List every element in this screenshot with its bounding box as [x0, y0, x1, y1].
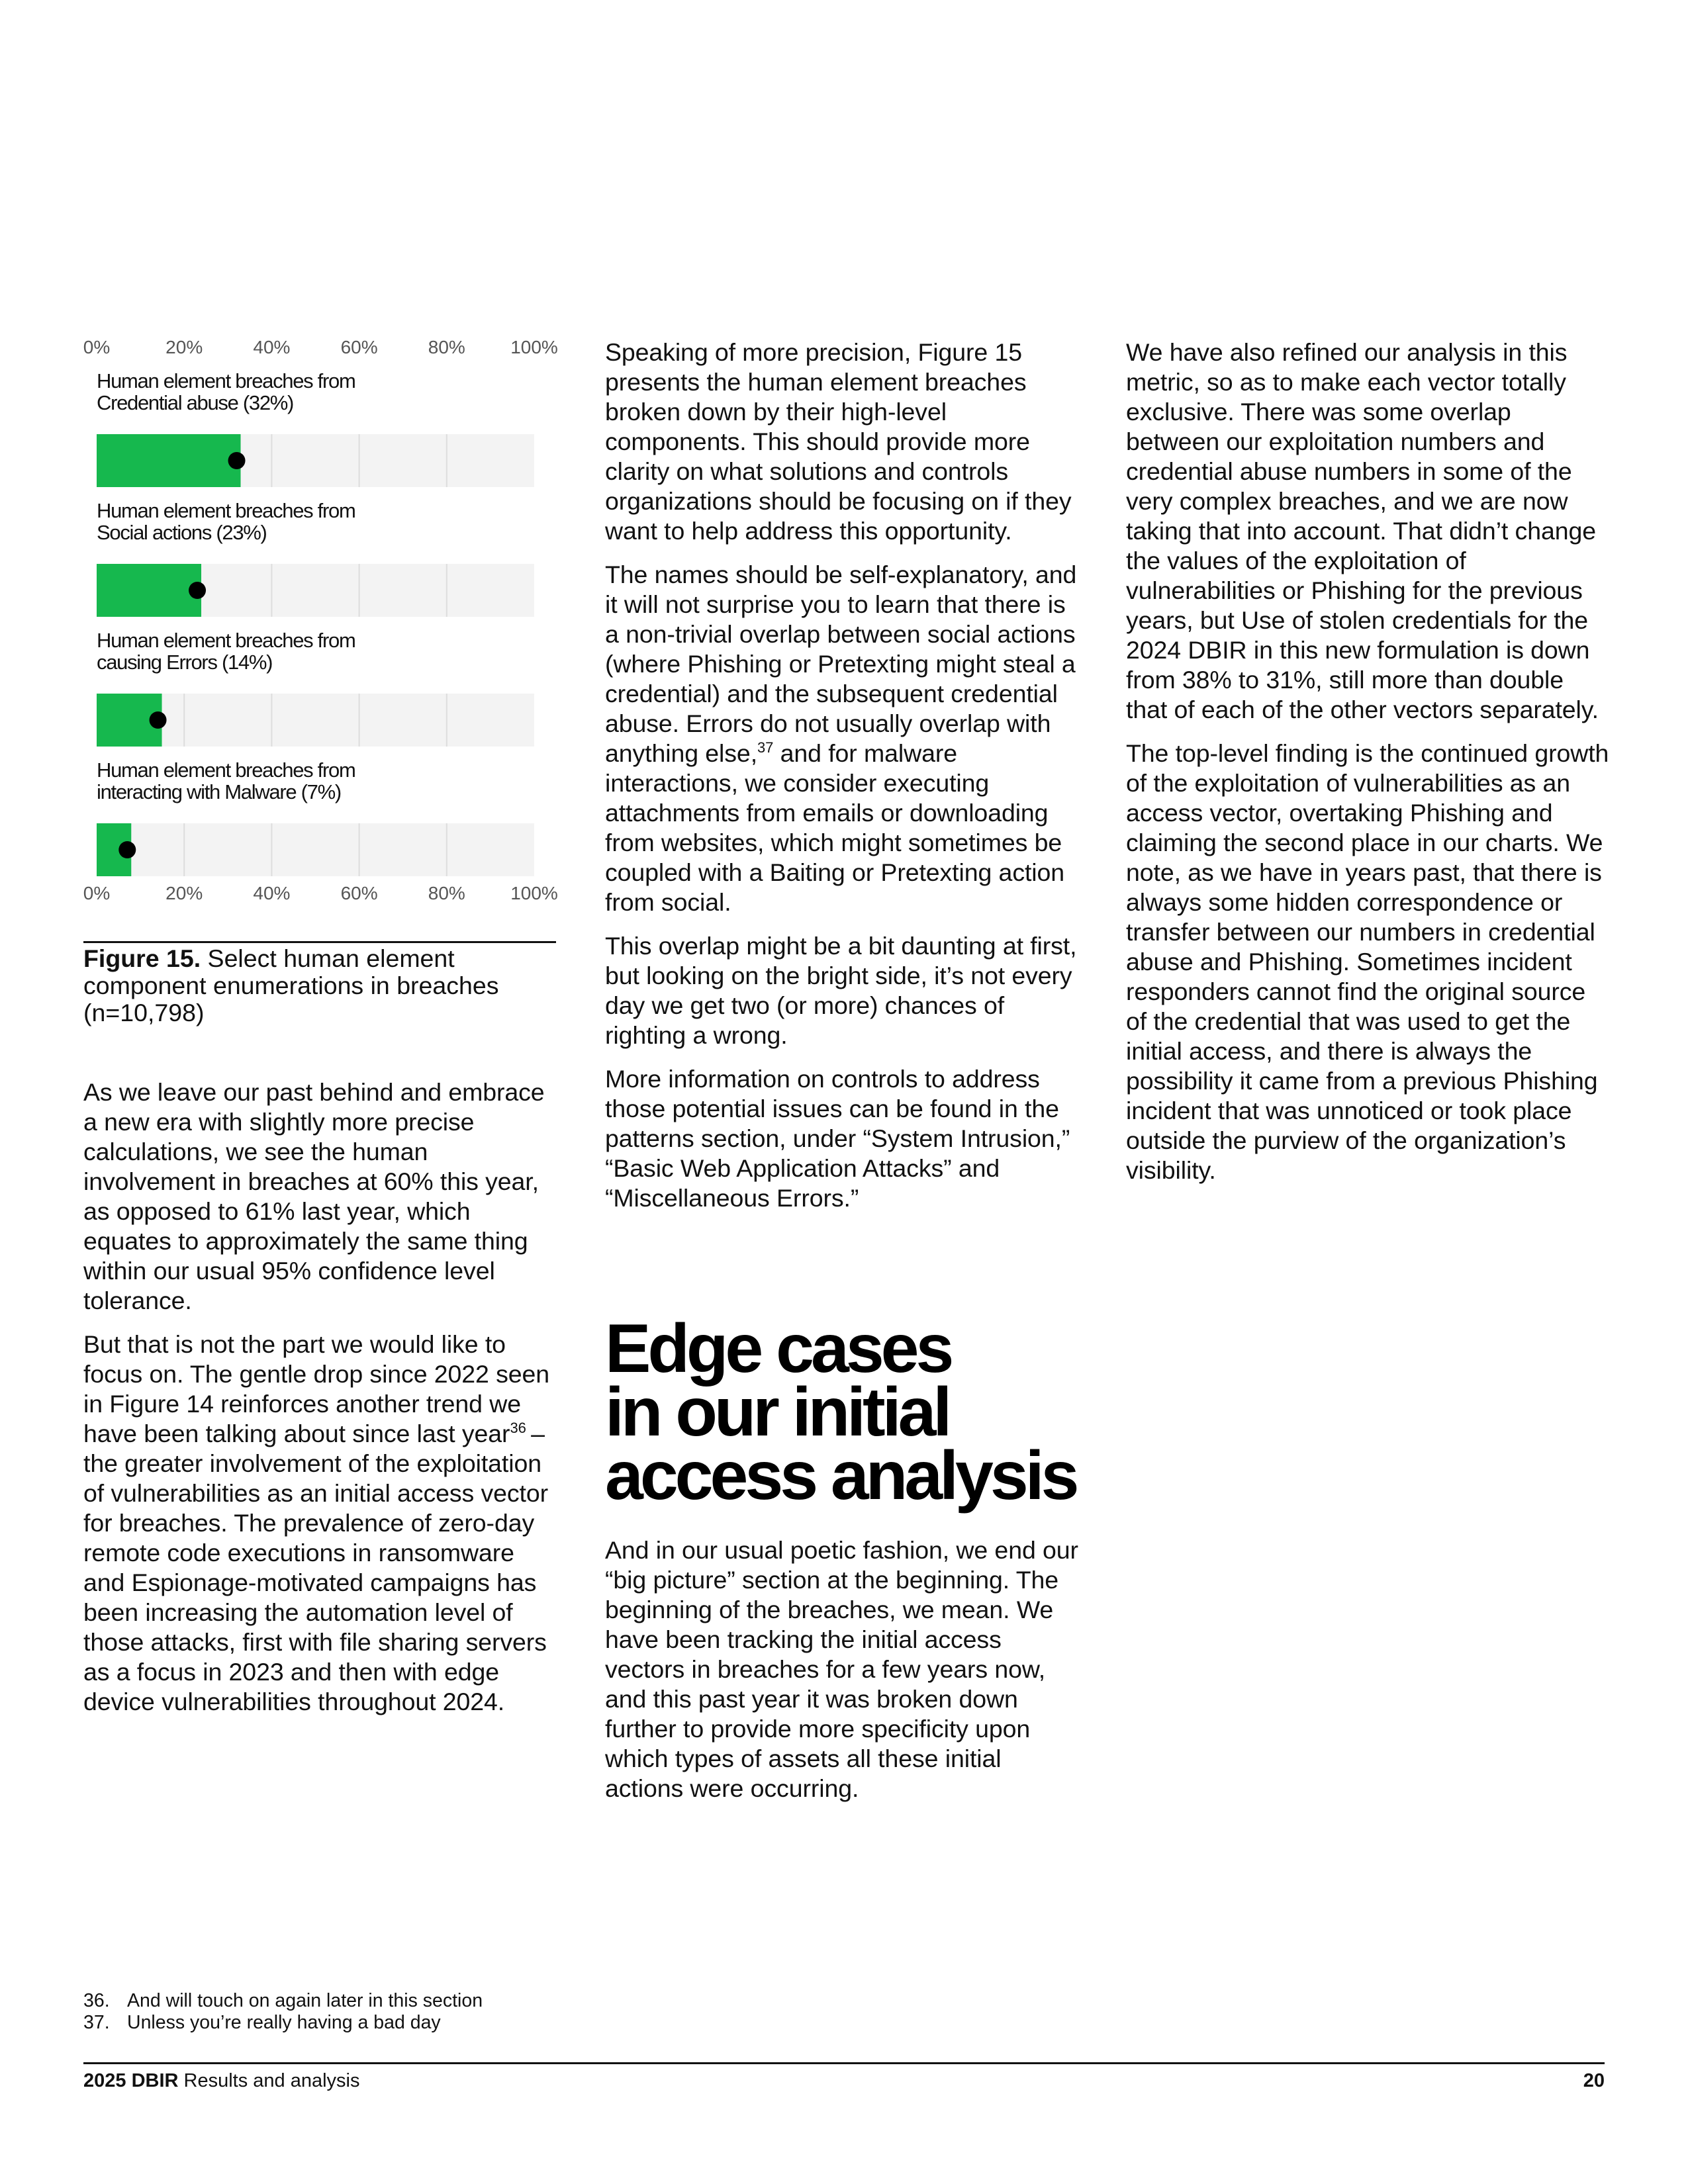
column-2-after-heading	[605, 1535, 1082, 1817]
col2-p2-text-a: The names should be self-explanatory, and it will not surprise you to learn that there is a non-trivial overlap between social actions (where Phishing or Pretexting might steal a credential) and the subsequent credential abuse. Errors do not usually overlap with anything else,	[605, 561, 1077, 767]
col3-paragraph-1: We have also refined our analysis in this metric, so as to make each vector totally exclusive. There was some overlap between our exploitation numbers and credential abuse numbers in some of the very complex breaches, and we are now taking that into account. That didn’t change the values of the exploitation of vulnerabilities or Phishing for the previous years, but Use of stolen credentials for the 2024 DBIR in this new formulation is down from 38% to 31%, still more than double that of each of the other vectors separately.	[1126, 338, 1599, 723]
bar-label: Human element breaches from	[97, 369, 355, 392]
footnote-36	[83, 1990, 679, 2012]
footnote-37	[83, 2012, 679, 2034]
col1-p2-text-a: But that is not the part we would like to focus on. The gentle drop since 2022 seen in Figure 14 reinforces another trend we have been talking about since last year	[83, 1330, 550, 1447]
footer-report-title	[83, 2068, 360, 2094]
figure-label: Figure 15.	[83, 944, 201, 972]
col2-paragraph-2	[605, 560, 1082, 917]
col2-paragraph-4: More information on controls to address those potential issues can be found in the patterns section, under “System Intrusion,” “Basic Web Application Attacks” and “Miscellaneous Errors.”	[605, 1065, 1070, 1212]
bar-label: causing Errors (14%)	[97, 651, 273, 674]
figure-caption-text: Select human element component enumerations in breaches (n=10,798)	[83, 944, 499, 1026]
col2-p2-text-b: and for malware interactions, we consider executing attachments from emails or downloading from websites, which might sometimes be coupled with a Baiting or Pretexting action from social.	[605, 739, 1065, 916]
top-tick-label: 0%	[83, 337, 111, 357]
bar-label: Human element breaches from	[97, 758, 355, 782]
top-tick-label: 80%	[428, 337, 465, 357]
col1-paragraph-1: As we leave our past behind and embrace a new era with slightly more precise calculations, we see the human involvement in breaches at 60% this year, as opposed to 61% last year, which equates to approximately the same thing within our usual 95% confidence level tolerance.	[83, 1078, 545, 1314]
heading-line-1: Edge cases	[605, 1310, 951, 1387]
col2-paragraph-3: This overlap might be a bit daunting at first, but looking on the bright side, it’s not every day we get two (or more) chances of righting a wrong.	[605, 932, 1077, 1049]
bar-label: Credential abuse (32%)	[97, 391, 294, 414]
bar-label: Social actions (23%)	[97, 521, 267, 544]
bar	[97, 434, 241, 487]
bar	[97, 564, 201, 617]
figure-caption	[83, 945, 540, 1026]
footnotes	[83, 1990, 679, 2034]
bottom-tick-label: 40%	[253, 883, 291, 903]
col1-paragraph-2	[83, 1330, 560, 1717]
footer-rule	[83, 2062, 1605, 2064]
footnote-ref-36: 36	[510, 1420, 526, 1436]
footnote-text: And will touch on again later in this section	[127, 1990, 483, 2011]
bar-point	[150, 711, 167, 729]
footnote-number: 37.	[83, 2012, 110, 2033]
heading-line-3: access analysis	[605, 1437, 1076, 1514]
human-element-bar-chart	[83, 338, 560, 913]
figure-rule	[83, 941, 556, 943]
bottom-tick-label: 20%	[165, 883, 203, 903]
bar-point	[118, 841, 136, 858]
top-tick-label: 40%	[253, 337, 291, 357]
chart-svg	[83, 338, 560, 913]
bar-label: Human element breaches from	[97, 629, 355, 652]
top-tick-label: 20%	[165, 337, 203, 357]
bar-label: interacting with Malware (7%)	[97, 780, 341, 803]
column-2-text	[605, 338, 1082, 1227]
col1-p2-text-b: – the greater involvement of the exploitation of vulnerabilities as an initial access vector for breaches. The prevalence of zero-day remote code executions in ransomware and Espionage-motivated campaigns has been increasing the automation level of those attacks, first with file sharing servers as a focus in 2023 and then with edge device vulnerabilities throughout 2024.	[83, 1420, 550, 1715]
footnote-text: Unless you’re really having a bad day	[127, 2012, 441, 2033]
top-tick-label: 60%	[340, 337, 378, 357]
top-tick-label: 100%	[510, 337, 558, 357]
col2-paragraph-5: And in our usual poetic fashion, we end our “big picture” section at the beginning. The beginning of the breaches, we mean. We have been tracking the initial access vectors in breaches for a few years now, and this past year it was broken down further to provide more specificity upon which types of assets all these initial actions were occurring.	[605, 1536, 1078, 1802]
page-number: 20	[1583, 2070, 1605, 2091]
bottom-tick-label: 0%	[83, 883, 111, 903]
bottom-tick-label: 60%	[340, 883, 378, 903]
footnote-ref-37: 37	[757, 739, 774, 756]
bar-point	[189, 582, 206, 599]
footer-section-name: Results and analysis	[178, 2070, 360, 2091]
section-heading	[605, 1310, 1108, 1514]
col3-paragraph-2: The top-level finding is the continued growth of the exploitation of vulnerabilities as an access vector, overtaking Phishing and claiming the second place in our charts. We note, as we have in years past, that there is always some hidden correspondence or transfer between our numbers in credential abuse and Phishing. Sometimes incident responders cannot find the original source of the credential that was used to get the initial access, and there is always the possibility it came from a previous Phishing incident that was unnoticed or took place outside the purview of the organization’s visibility.	[1126, 739, 1609, 1184]
column-3-text	[1126, 338, 1609, 1199]
heading-line-2: in our initial	[605, 1374, 949, 1451]
bar-track	[97, 823, 534, 876]
col2-paragraph-1: Speaking of more precision, Figure 15 presents the human element breaches broken down by their high-level components. This should provide more clarity on what solutions and controls organizations should be focusing on if they want to help address this opportunity.	[605, 338, 1072, 545]
footer-report-name: 2025 DBIR	[83, 2070, 179, 2091]
column-1-text	[83, 1077, 560, 1731]
bottom-tick-label: 80%	[428, 883, 465, 903]
bottom-tick-label: 100%	[510, 883, 558, 903]
footnote-number: 36.	[83, 1990, 110, 2011]
bar-point	[228, 452, 246, 469]
bar-label: Human element breaches from	[97, 499, 355, 522]
